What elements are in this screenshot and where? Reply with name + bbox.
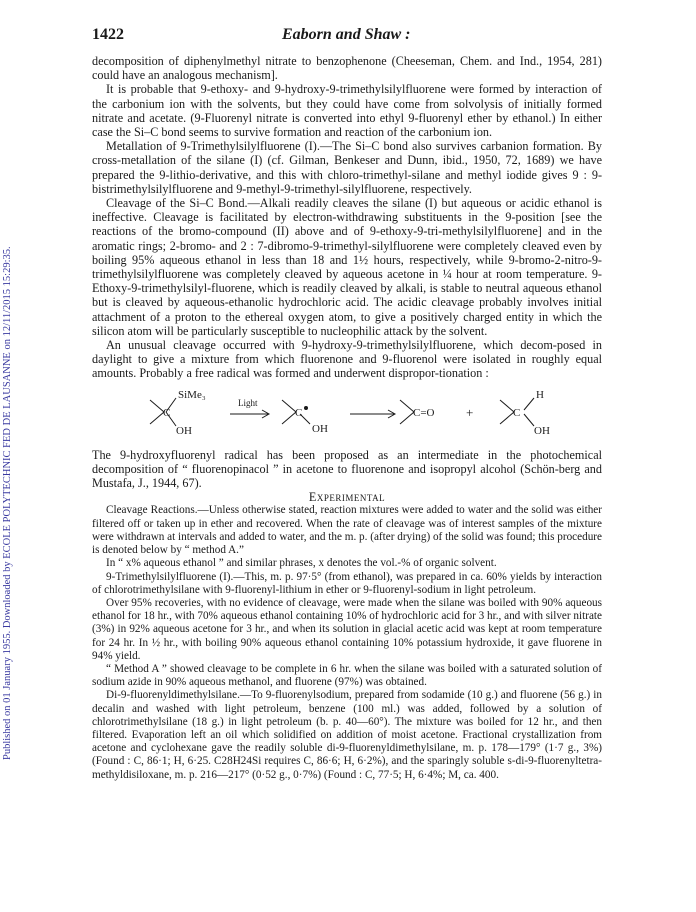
scheme-oh: OH [176,424,192,437]
paragraph: An unusual cleavage occurred with 9-hydroxy-9-trimethylsilylfluorene, which decom-posed in daylight to give a mixture from which fluorenone and 9-fluorenol were isolated in roughly equal amounts. Probably a free radical was formed and underwent dispropor-tionation : [92,338,602,381]
scheme-h: H [536,388,544,401]
paragraph: Metallation of 9-Trimethylsilylfluorene (I).—The Si–C bond also survives carbanion formation. By cross-metallation of the silane (I) (cf. Gilman, Benkeser and Dunn, ibid., 1950, 72, 1689) we have prepared the 9-lithio-derivative, and this with chloro-trimethyl-silane and methyl iodide gives 9 : 9-bistrimethylsilylfluorene and 9-methyl-9-trimethyl-silylfluorene, respectively. [92,139,602,196]
scheme-carbon: C [163,406,171,419]
paragraph: Di-9-fluorenyldimethylsilane.—To 9-fluorenylsodium, prepared from sodamide (10 g.) and fluorene (56 g.) in decalin and washed with light petroleum, benzene (100 ml.) was added, followed by a solution of chlorotrimethylsilane (18 g.) in light petroleum (b. p. 40—60°). The mixture was boiled for 12 hr., and then filtered. Evaporation left an oil which solidified on addition of moist acetone. Fractional crystallization from acetone and cyclohexane gave the readily soluble di-9-fluorenyldimethylsilane, m. p. 178—179° (1·7 g., 3%) (Found : C, 86·1; H, 6·25. C28H24Si requires C, 86·6; H, 6·2%), and the sparingly soluble s-di-9-fluorenyltetra-methyldisiloxane, m. p. 216—217° (0·52 g., 0·7%) (Found : C, 77·5; H, 6·4%; M, ca. 400. [92,689,602,781]
scheme-plus: + [466,404,474,420]
scheme-oh: OH [312,422,328,435]
paragraph: The 9-hydroxyfluorenyl radical has been proposed as an intermediate in the photochemical decomposition of “ fluorenopinacol ” in acetone to fluorenone and isopropyl alcohol (Schön-berg and Mustafa, J., 1944, 67). [92,447,602,491]
reaction-scheme-svg [92,384,602,444]
scheme-light-label: Light [238,397,258,408]
paragraph: It is probable that 9-ethoxy- and 9-hydroxy-9-trimethylsilylfluorene were formed by interaction of the carbonium ion with the solvents, but they could have come from solvolysis of initially formed nitrate and acetate. (9-Fluorenyl nitrate is converted into ethyl 9-fluorenyl ether by ethanol.) In either case the Si–C bond seems to survive formation and reaction of the carbonium ion. [92,82,602,140]
paragraph: decomposition of diphenylmethyl nitrate to benzophenone (Cheeseman, Chem. and Ind., 1954, 281) could have an analogous mechanism]. [92,54,602,83]
paragraph: In “ x% aqueous ethanol ” and similar phrases, x denotes the vol.-% of organic solvent. [106,557,497,570]
paragraph: Over 95% recoveries, with no evidence of cleavage, were made when the silane was boiled with 90% aqueous ethanol for 18 hr., with 70% aqueous ethanol containing 10% of hydrochloric acid for 3 hr., and with silver nitrate (3%) in 92% aqueous acetone for 3 hr., and when its solution in glacial acetic acid was kept at room temperature for 24 hr. In ½ hr., with boiling 90% aqueous ethanol containing 10% potassium hydroxide, it gave fluorene in 94% yield. [92,596,602,662]
paragraph: Cleavage Reactions.—Unless otherwise stated, reaction mixtures were added to water and the solid was either filtered off or taken up in ether and recovered. When the rate of cleavage was of interest samples of the mixture were withdrawn at intervals and added to water, and the m. p. (after drying) of the solid was found; this procedure is denoted below by “ method A.” [92,504,602,557]
scheme-sime3: SiMe₃ [178,388,206,401]
scheme-oh: OH [534,424,550,437]
download-watermark: Published on 01 January 1955. Downloaded by ECOLE POLYTECHNIC FED DE LAUSANNE on 12/11/2015 15:29:35. [2,246,13,760]
paragraph: 9-Trimethylsilylfluorene (I).—This, m. p. 97·5° (from ethanol), was prepared in ca. 60% yields by interaction of chlorotrimethylsilane with 9-fluorenyl-lithium in ether or 9-fluorenyl-sodium in light petroleum. [92,570,602,596]
paragraph: Cleavage of the Si–C Bond.—Alkali readily cleaves the silane (I) but aqueous or acidic ethanol is ineffective. Cleavage is facilitated by electron-withdrawing substituents in the 9-position [see the reactions of the bromo-compound (II) above and of 9-ethoxy-9-tri-methylsilylfluorene] and in the aromatic rings; 2-bromo- and 2 : 7-dibromo-9-trimethyl-silylfluorene were completely cleaved even by boiling 95% aqueous ethanol in less than 18 and 1½ hours, respectively, while 9-bromo-2-nitro-9-trimethylsilylfluorene was completely cleaved by aqueous acetone in ¼ hour at room temperature. 9-Ethoxy-9-trimethylsilyl-fluorene, which is readily cleaved by alkali, is stable to neutral aqueous ethanol but is cleaved by aqueous-ethanolic hydrochloric acid. The acidic cleavage probably involves initial attachment of a proton to the ethereal oxygen atom, to give a positively charged entity in which the silicon atom will be particularly susceptible to nucleophilic attack by the solvent. [92,196,602,338]
running-head: Eaborn and Shaw : [282,26,411,43]
scheme-carbonyl: C=O [413,406,435,419]
paragraph: “ Method A ” showed cleavage to be complete in 6 hr. when the silane was boiled with a saturated solution of sodium azide in 90% aqueous methanol, and fluorene (97%) was obtained. [92,662,602,689]
reaction-scheme [92,384,602,444]
scheme-carbon: C [295,406,303,419]
scheme-carbon: C [513,406,521,419]
page-header [92,26,602,46]
page-number: 1422 [92,26,124,43]
experimental-section [92,504,602,781]
section-heading: Experimental [308,490,386,505]
article-body [92,54,602,782]
